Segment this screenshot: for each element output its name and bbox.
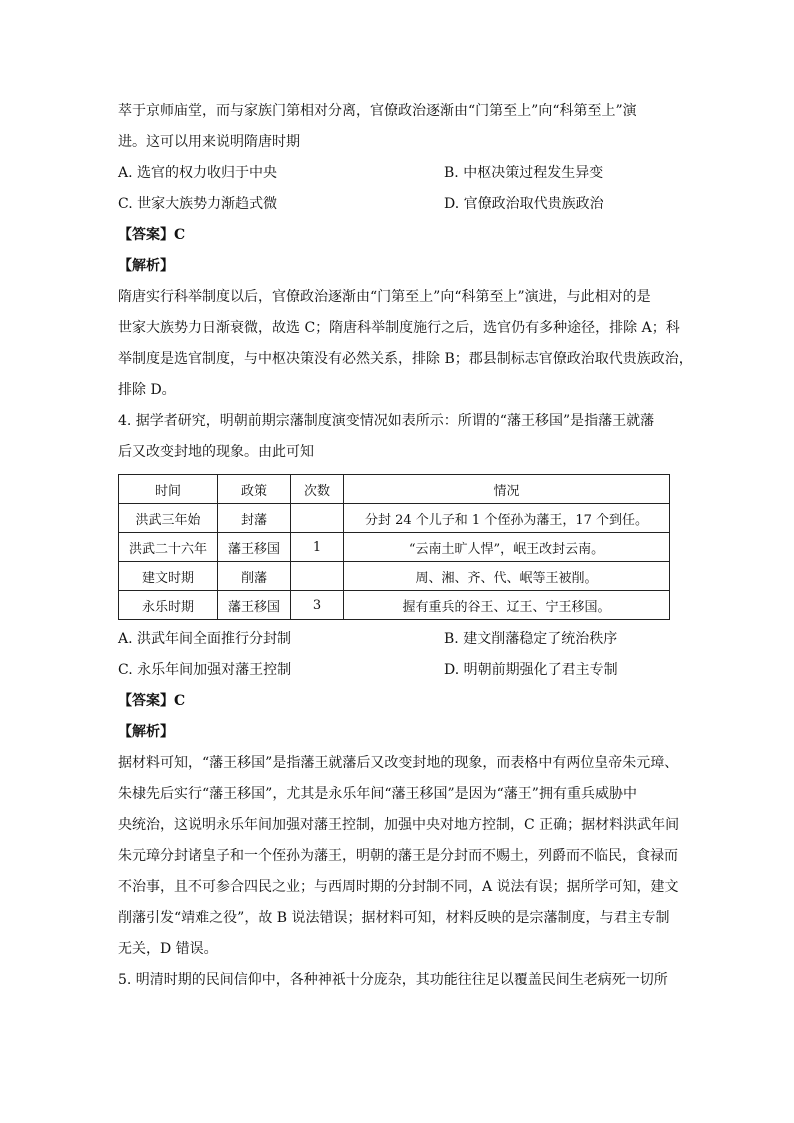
q4-option-a: A. 洪武年间全面推行分封制 [118, 631, 292, 647]
q3-option-d: D. 官僚政治取代贵族政治 [444, 196, 604, 212]
q3-stem-line: 进。这可以用来说明隋唐时期 [118, 134, 300, 150]
table-cell [291, 504, 344, 533]
table-cell: 洪武二十六年 [119, 533, 218, 562]
table-cell: 分封 24 个儿子和 1 个侄孙为藩王，17 个到任。 [344, 504, 670, 533]
table-cell: 3 [291, 591, 344, 620]
q4-option-d: D. 明朝前期强化了君主专制 [444, 662, 618, 678]
question-4 [118, 406, 680, 965]
q4-option-c: C. 永乐年间加强对藩王控制 [118, 662, 292, 678]
document-page [118, 96, 693, 996]
table-header-row [119, 475, 670, 504]
q4-table [118, 474, 670, 620]
q3-analysis-label: 【解析】 [118, 258, 174, 274]
q4-options-row [118, 624, 670, 655]
table-cell: 建文时期 [119, 562, 218, 591]
q3-analysis-line: 世家大族势力日渐衰微，故选 C；隋唐科举制度施行之后，选官仍有多种途径，排除 A；科 [118, 320, 680, 336]
q4-analysis-line: 无关，D 错误。 [118, 941, 218, 957]
table-header-cell: 时间 [119, 475, 218, 504]
q4-analysis-line: 削藩引发“靖难之役”，故 B 说法错误；据材料可知，材料反映的是宗藩制度，与君主专制 [118, 910, 670, 926]
q3-option-b: B. 中枢决策过程发生异变 [444, 165, 604, 181]
question-3 [118, 96, 693, 406]
table-cell: 藩王移国 [218, 533, 291, 562]
q4-analysis-line: 朱元璋分封诸皇子和一个侄孙为藩王，明朝的藩王是分封而不赐土，列爵而不临民，食禄而 [118, 848, 678, 864]
table-row [119, 591, 670, 620]
table-cell: 封藩 [218, 504, 291, 533]
q4-analysis-line: 央统治，这说明永乐年间加强对藩王控制，加强中央对地方控制，C 正确；据材料洪武年间 [118, 817, 680, 833]
q4-analysis-line: 朱棣先后实行“藩王移国”，尤其是永乐年间“藩王移国”是因为“藩王”拥有重兵威胁中 [118, 786, 637, 802]
question-5 [118, 965, 670, 996]
q3-option-c: C. 世家大族势力渐趋式微 [118, 196, 278, 212]
table-cell: 永乐时期 [119, 591, 218, 620]
table-cell [291, 562, 344, 591]
table-cell: 握有重兵的谷王、辽王、宁王移国。 [344, 591, 670, 620]
q4-option-b: B. 建文削藩稳定了统治秩序 [444, 631, 618, 647]
table-cell: 周、湘、齐、代、岷等王被削。 [344, 562, 670, 591]
table-header-cell: 次数 [291, 475, 344, 504]
table-cell: “云南土旷人悍”，岷王改封云南。 [344, 533, 670, 562]
table-row [119, 562, 670, 591]
table-row [119, 533, 670, 562]
table-cell: 削藩 [218, 562, 291, 591]
table-cell: 1 [291, 533, 344, 562]
q4-stem-line: 后又改变封地的现象。由此可知 [118, 444, 314, 460]
q4-stem-line: 4. 据学者研究，明朝前期宗藩制度演变情况如表所示：所谓的“藩王移国”是指藩王就藩 [118, 413, 655, 429]
q3-options-row [118, 158, 670, 189]
table-row [119, 504, 670, 533]
q4-answer: 【答案】C [118, 693, 186, 709]
q3-analysis-line: 隋唐实行科举制度以后，官僚政治逐渐由“门第至上”向“科第至上”演进，与此相对的是 [118, 289, 651, 305]
q4-analysis-label: 【解析】 [118, 724, 174, 740]
q4-analysis-line: 不治事，且不可参合四民之业；与西周时期的分封制不同，A 说法有误；据所学可知，建文 [118, 879, 679, 895]
table-cell: 洪武三年始 [119, 504, 218, 533]
q4-analysis-line: 据材料可知，“藩王移国”是指藩王就藩后又改变封地的现象，而表格中有两位皇帝朱元璋、 [118, 755, 679, 771]
q3-options-row [118, 189, 670, 220]
q3-analysis-line: 排除 D。 [118, 382, 176, 398]
q5-stem-line: 5. 明清时期的民间信仰中，各种神祇十分庞杂，其功能往往足以覆盖民间生老病死一切所 [118, 972, 668, 988]
table-header-cell: 情况 [344, 475, 670, 504]
table-cell: 藩王移国 [218, 591, 291, 620]
q3-stem-line: 萃于京师庙堂，而与家族门第相对分离，官僚政治逐渐由“门第至上”向“科第至上”演 [118, 103, 637, 119]
q3-answer: 【答案】C [118, 227, 186, 243]
q3-analysis-line: 举制度是选官制度，与中枢决策没有必然关系，排除 B；郡县制标志官僚政治取代贵族政治， [118, 351, 693, 367]
q3-option-a: A. 选官的权力收归于中央 [118, 165, 278, 181]
table-header-cell: 政策 [218, 475, 291, 504]
q4-options-row [118, 655, 670, 686]
